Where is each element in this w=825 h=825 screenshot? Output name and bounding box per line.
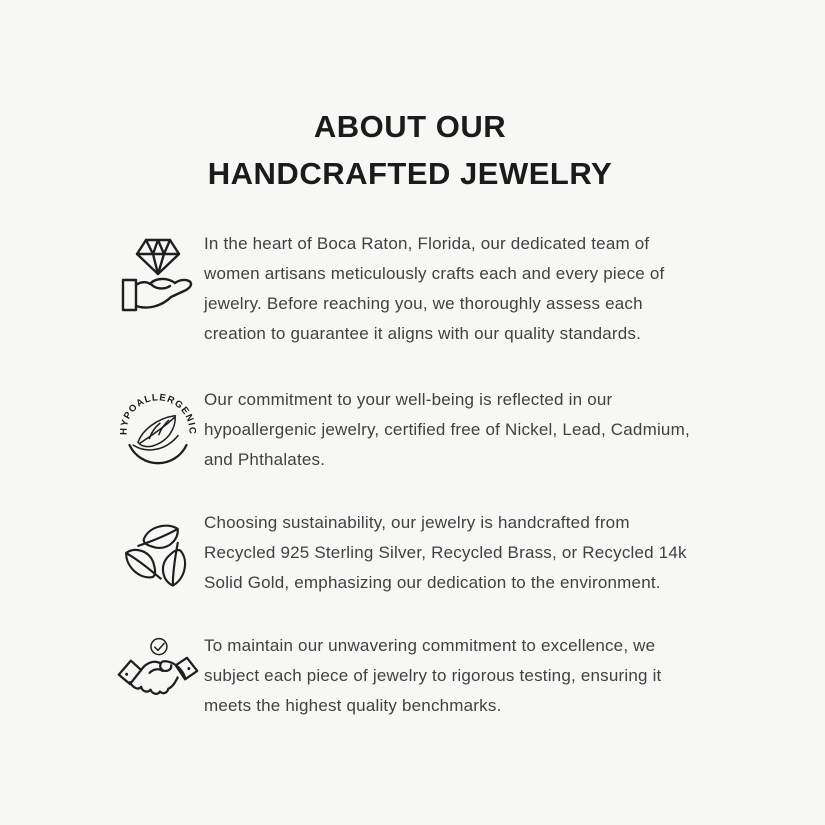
hypoallergenic-badge-label: HYPOALLERGENIC bbox=[118, 392, 198, 436]
section-icon-column bbox=[112, 385, 204, 468]
text-line: subject each piece of jewelry to rigorous testing, ensuring it bbox=[204, 666, 662, 685]
section-icon-column bbox=[112, 631, 204, 704]
section-text-quality-testing bbox=[204, 631, 708, 721]
recycled-leaves-icon bbox=[123, 515, 193, 593]
text-line: jewelry. Before reaching you, we thoroughly assess each bbox=[204, 294, 643, 313]
about-section-sustainability bbox=[112, 508, 708, 598]
hypoallergenic-badge-icon bbox=[118, 388, 198, 468]
text-line: Solid Gold, emphasizing our dedication to the environment. bbox=[204, 573, 661, 592]
about-section-quality-testing bbox=[112, 631, 708, 721]
text-line: Choosing sustainability, our jewelry is handcrafted from bbox=[204, 513, 630, 532]
text-line: and Phthalates. bbox=[204, 450, 326, 469]
about-jewelry-panel bbox=[112, 103, 708, 721]
text-line: In the heart of Boca Raton, Florida, our dedicated team of bbox=[204, 234, 650, 253]
section-icon-column bbox=[112, 508, 204, 593]
section-text-hypoallergenic bbox=[204, 385, 708, 475]
text-line: women artisans meticulously crafts each and every piece of bbox=[204, 264, 665, 283]
text-line: Recycled 925 Sterling Silver, Recycled Brass, or Recycled 14k bbox=[204, 543, 687, 562]
about-section-hypoallergenic bbox=[112, 385, 708, 475]
section-icon-column bbox=[112, 229, 204, 315]
text-line: meets the highest quality benchmarks. bbox=[204, 696, 502, 715]
text-line: Our commitment to your well-being is reflected in our bbox=[204, 390, 613, 409]
text-line: To maintain our unwavering commitment to excellence, we bbox=[204, 636, 656, 655]
text-line: creation to guarantee it aligns with our quality standards. bbox=[204, 324, 642, 343]
page-title-line-1: ABOUT OUR bbox=[313, 109, 507, 144]
page-title-line-2: HANDCRAFTED JEWELRY bbox=[207, 156, 613, 191]
svg-text:HYPOALLERGENIC bbox=[118, 392, 197, 435]
hand-holding-diamond-icon bbox=[120, 233, 196, 315]
section-text-craftsmanship bbox=[204, 229, 708, 349]
handshake-check-icon bbox=[115, 636, 201, 704]
about-section-craftsmanship bbox=[112, 229, 708, 349]
page-title bbox=[112, 103, 708, 197]
text-line: hypoallergenic jewelry, certified free of Nickel, Lead, Cadmium, bbox=[204, 420, 690, 439]
section-text-sustainability bbox=[204, 508, 708, 598]
